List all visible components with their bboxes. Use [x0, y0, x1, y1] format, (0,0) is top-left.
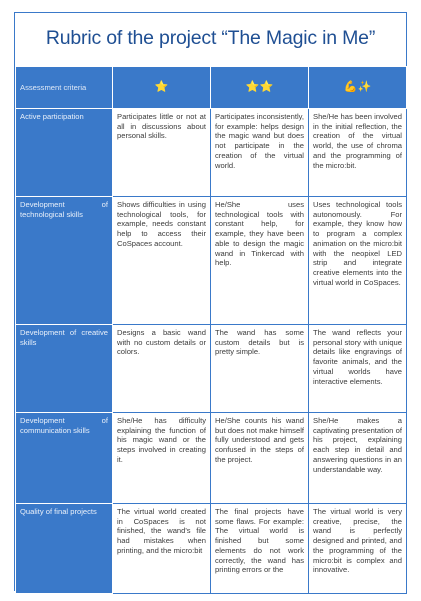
rubric-page: [14, 12, 407, 591]
level-2-cell: Participates inconsistently, for example: helps design the magic wand but does not participate in the creation of the virtual world.: [211, 109, 309, 197]
page-title: Rubric of the project “The Magic in Me”: [45, 26, 376, 49]
level-2-cell: He/She uses technological tools with constant help, for example, they have been able to design the magic wand in Tinkercad with help.: [211, 197, 309, 325]
table-row: [16, 504, 407, 594]
level-2-cell: He/She counts his wand but does not make himself fully understood and gets confused in the steps of the project.: [211, 413, 309, 504]
level-3-cell: Uses technological tools autonomously. For example, they know how to program a complex animation on the micro:bit with the neopixel LED strip and integrate creative elements into the virtual world in CoSpaces.: [309, 197, 407, 325]
criterion-cell: Development of creative skills: [16, 325, 113, 413]
level-3-cell: The virtual world is very creative, precise, the wand is perfectly designed and printed, and the programming of the micro:bit is complex and innovative.: [309, 504, 407, 594]
level-3-header: [309, 67, 407, 109]
table-row: [16, 109, 407, 197]
criterion-cell: Active participation: [16, 109, 113, 197]
level-2-cell: The final projects have some flaws. For example: The virtual world is finished but some elements do not work correctly, the wand has printing errors or the: [211, 504, 309, 594]
table-row: [16, 325, 407, 413]
level-1-header: [113, 67, 211, 109]
level-1-cell: She/He has difficulty explaining the function of his magic wand or the steps involved in creating it.: [113, 413, 211, 504]
criterion-cell: Development of communication skills: [16, 413, 113, 504]
level-1-cell: Participates little or not at all in discussions about personal skills.: [113, 109, 211, 197]
two-stars-icon: ⭐⭐: [245, 81, 274, 94]
level-2-cell: The wand has some custom details but is pretty simple.: [211, 325, 309, 413]
rubric-table: [15, 66, 407, 594]
level-3-cell: The wand reflects your personal story with unique details like engravings of favorite animals, and the virtual worlds have interactive elements.: [309, 325, 407, 413]
level-1-cell: Shows difficulties in using technological tools, for example, needs constant help to access their CoSpaces account.: [113, 197, 211, 325]
criterion-cell: Quality of final projects: [16, 504, 113, 594]
level-1-cell: The virtual world created in CoSpaces is not finished, the wand's file had mistakes when printing, and the micro:bit: [113, 504, 211, 594]
table-row: [16, 413, 407, 504]
level-2-header: [211, 67, 309, 109]
level-1-cell: Designs a basic wand with no custom details or colors.: [113, 325, 211, 413]
header-row: [16, 67, 407, 109]
level-3-cell: She/He has been involved in the initial reflection, the creation of the virtual world, the use of chroma and the programming of the micro:bit.: [309, 109, 407, 197]
criteria-header: Assessment criteria: [16, 67, 113, 109]
criterion-cell: Development of technological skills: [16, 197, 113, 325]
table-row: [16, 197, 407, 325]
level-3-cell: She/He makes a captivating presentation of his project, explaining each step in detail and answering questions in an understandable way.: [309, 413, 407, 504]
star-icon: ⭐: [154, 81, 169, 94]
muscle-sparkles-icon: 💪✨: [343, 81, 372, 94]
